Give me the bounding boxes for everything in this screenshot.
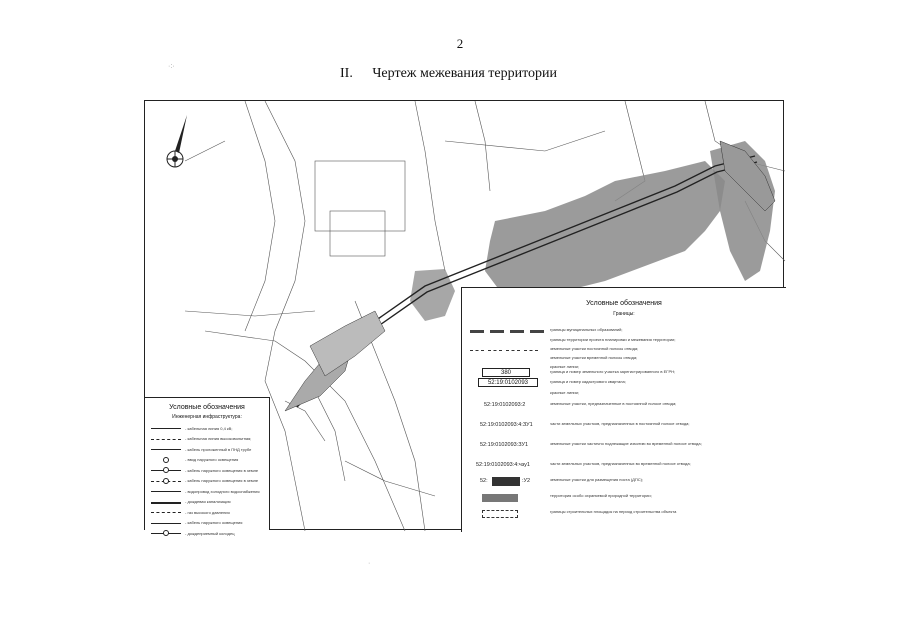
- legend-item: 52: :У2 земельные участки для размещения поста (ДПС);: [480, 477, 644, 484]
- legend-item: - кабель проложенный в ПНД трубе: [145, 444, 269, 455]
- legend-boundaries-title: Условные обозначения: [586, 300, 662, 307]
- legend-item: - кабель наружного освещения в земле: [145, 476, 269, 487]
- legend-item: - дождеприемный колодец: [145, 528, 269, 539]
- legend-item: 52:19:0102093:4:чзу1 части земельных участков, предназначенных во временной полосе отвода;: [476, 461, 691, 468]
- legend-item: 52:19:0102093:4:ЗУ1 части земельных участков, предназначенных в постоянной полосе отвода;: [480, 421, 690, 428]
- legend-item: границы территории проекта планировки и межевания территории;: [550, 337, 676, 342]
- legend-item: - кабель наружного освещения в земле: [145, 465, 269, 476]
- legend-item: земельные участки временной полосы отвода;: [550, 355, 638, 360]
- page-number: 2: [456, 36, 464, 51]
- legend-boundaries-subtitle: Границы:: [613, 311, 635, 317]
- quarter-number-box: 52:19:0102093: [478, 378, 538, 387]
- cad-number-2: 52:19:0102093:4:ЗУ1: [480, 422, 533, 428]
- cad-number-4: 52:19:0102093:4:чзу1: [476, 462, 530, 468]
- legend-item: красные линии;: [550, 364, 579, 369]
- legend-item: - водопровод холодного водоснабжения: [145, 486, 269, 497]
- legend-item: - кабель наружного освещения: [145, 518, 269, 529]
- section-title: Чертеж межевания территории: [372, 66, 558, 81]
- legend-item: - газ высокого давления: [145, 507, 269, 518]
- legend-utilities-title: Условные обозначения: [169, 404, 245, 411]
- legend-boundaries: [461, 287, 786, 532]
- protected-area-swatch: [482, 494, 518, 502]
- section-heading: [340, 66, 557, 82]
- legend-item: 380 граница и номер земельного участка зарегистрированного в ЕГРН;: [470, 368, 780, 380]
- legend-utilities: [145, 397, 270, 536]
- scan-speck-2: ·: [368, 560, 371, 567]
- scan-speck: ·:·: [168, 63, 175, 70]
- cad-number-5-prefix: 52:: [480, 478, 488, 484]
- legend-item: - кабельная линия высоковольтная;: [145, 434, 269, 445]
- legend-item: - дождевая канализация: [145, 497, 269, 508]
- north-arrow-icon: [159, 113, 195, 171]
- legend-item: 52:19:0102093:ЗУ1 земельные участки частично подлежащие изъятию во временной полосе отвода;: [480, 441, 702, 448]
- legend-utilities-subtitle: Инженерная инфраструктура:: [172, 414, 242, 420]
- legend-item: границы строительных площадок на период строительства объекта: [470, 508, 780, 520]
- cad-number-5-suffix: :У2: [522, 478, 531, 484]
- construction-site-swatch: [482, 510, 518, 518]
- map-frame: [144, 100, 784, 536]
- legend-item: - ввод наружного освещения: [145, 455, 269, 466]
- cad-number-3: 52:19:0102093:ЗУ1: [480, 442, 529, 448]
- parcel-number-box: 380: [482, 368, 530, 377]
- legend-item: территория особо охраняемой природной территории;: [470, 492, 780, 504]
- cad-number-1: 52:19:0102093:2: [484, 402, 526, 408]
- legend-item: 52:19:0102093 граница и номер кадастрового квартала;: [470, 378, 780, 390]
- legend-item: красные линии;: [550, 390, 579, 395]
- legend-item: границы муниципальных образований;: [470, 326, 780, 338]
- legend-item: - кабельная линия 0,4 кВ;: [145, 423, 269, 434]
- section-number: II.: [340, 66, 353, 81]
- legend-item: 52:19:0102093:2 земельные участки, предназначенные в постоянной полосе отвода;: [484, 401, 677, 408]
- legend-item: земельные участки постоянной полосы отвода;: [470, 345, 780, 357]
